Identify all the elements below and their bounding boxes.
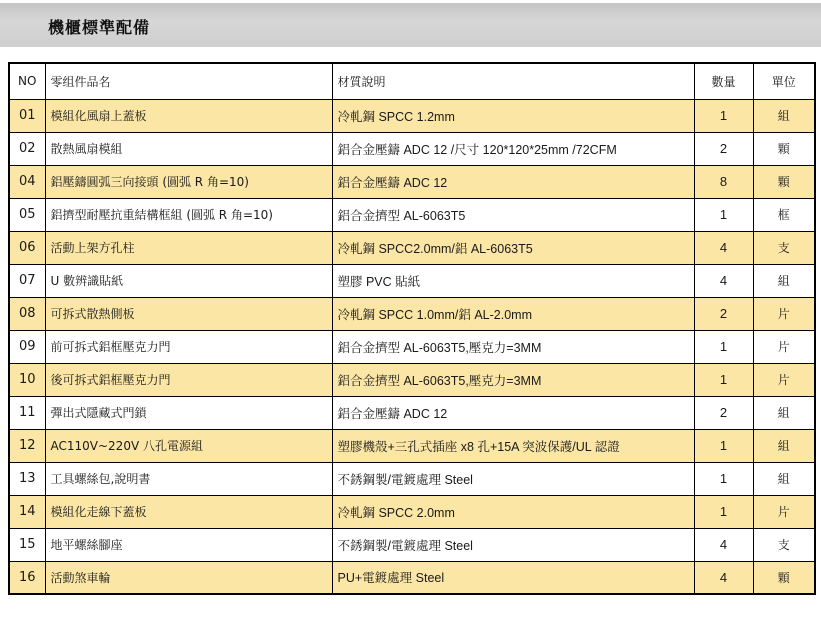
cell-no: 15 bbox=[9, 528, 45, 561]
cell-no: 05 bbox=[9, 198, 45, 231]
cell-no: 12 bbox=[9, 429, 45, 462]
header-unit: 單位 bbox=[753, 63, 815, 99]
table-row bbox=[9, 363, 815, 396]
cell-unit: 片 bbox=[753, 297, 815, 330]
cell-part: 活動上架方孔柱 bbox=[45, 231, 332, 264]
cell-part: 後可拆式鋁框壓克力門 bbox=[45, 363, 332, 396]
cell-material: PU+電鍍處理 Steel bbox=[332, 561, 694, 594]
cell-qty: 2 bbox=[694, 132, 753, 165]
cell-unit: 片 bbox=[753, 495, 815, 528]
cell-part: 可拆式散熱側板 bbox=[45, 297, 332, 330]
cell-material: 鋁合金擠型 AL-6063T5,壓克力=3MM bbox=[332, 363, 694, 396]
cell-material: 冷軋鋼 SPCC 2.0mm bbox=[332, 495, 694, 528]
cell-no: 16 bbox=[9, 561, 45, 594]
cell-no: 13 bbox=[9, 462, 45, 495]
cell-qty: 1 bbox=[694, 462, 753, 495]
cell-part: 工具螺絲包,說明書 bbox=[45, 462, 332, 495]
cell-unit: 組 bbox=[753, 396, 815, 429]
table-row bbox=[9, 132, 815, 165]
cell-unit: 支 bbox=[753, 231, 815, 264]
table-row bbox=[9, 462, 815, 495]
table-row bbox=[9, 231, 815, 264]
cell-unit: 片 bbox=[753, 363, 815, 396]
cell-no: 09 bbox=[9, 330, 45, 363]
cell-unit: 顆 bbox=[753, 561, 815, 594]
table-row bbox=[9, 264, 815, 297]
cell-material: 鋁合金擠型 AL-6063T5 bbox=[332, 198, 694, 231]
cell-unit: 組 bbox=[753, 429, 815, 462]
cell-qty: 1 bbox=[694, 330, 753, 363]
cell-unit: 組 bbox=[753, 264, 815, 297]
table-row bbox=[9, 495, 815, 528]
cell-qty: 4 bbox=[694, 528, 753, 561]
cell-unit: 組 bbox=[753, 462, 815, 495]
cell-part: AC110V~220V 八孔電源組 bbox=[45, 429, 332, 462]
cell-part: 彈出式隱藏式門鎖 bbox=[45, 396, 332, 429]
page-title: 機櫃標準配備 bbox=[48, 18, 151, 37]
cell-part: 模組化走線下蓋板 bbox=[45, 495, 332, 528]
table-row bbox=[9, 99, 815, 132]
cell-material: 不銹鋼製/電鍍處理 Steel bbox=[332, 462, 694, 495]
cell-material: 不銹鋼製/電鍍處理 Steel bbox=[332, 528, 694, 561]
cell-unit: 顆 bbox=[753, 165, 815, 198]
title-bar bbox=[0, 3, 821, 47]
table-row bbox=[9, 429, 815, 462]
cell-no: 08 bbox=[9, 297, 45, 330]
header-part: 零组件品名 bbox=[45, 63, 332, 99]
table-row bbox=[9, 561, 815, 594]
cell-material: 冷軋鋼 SPCC 1.2mm bbox=[332, 99, 694, 132]
table-row bbox=[9, 165, 815, 198]
cell-part: U 數辨識貼紙 bbox=[45, 264, 332, 297]
header-qty: 數量 bbox=[694, 63, 753, 99]
cell-material: 塑膠 PVC 貼紙 bbox=[332, 264, 694, 297]
table-row bbox=[9, 330, 815, 363]
spec-table bbox=[8, 62, 816, 595]
cell-material: 冷軋鋼 SPCC 1.0mm/鋁 AL-2.0mm bbox=[332, 297, 694, 330]
cell-qty: 4 bbox=[694, 561, 753, 594]
cell-no: 06 bbox=[9, 231, 45, 264]
cell-part: 鋁壓鑄圓弧三向接頭 (圓弧 R 角=10) bbox=[45, 165, 332, 198]
cell-material: 鋁合金壓鑄 ADC 12 bbox=[332, 165, 694, 198]
cell-no: 04 bbox=[9, 165, 45, 198]
table-row bbox=[9, 396, 815, 429]
cell-part: 模組化風扇上蓋板 bbox=[45, 99, 332, 132]
cell-no: 10 bbox=[9, 363, 45, 396]
cell-part: 前可拆式鋁框壓克力門 bbox=[45, 330, 332, 363]
table-header-row bbox=[9, 63, 815, 99]
header-material: 材質說明 bbox=[332, 63, 694, 99]
table-row bbox=[9, 297, 815, 330]
cell-material: 鋁合金擠型 AL-6063T5,壓克力=3MM bbox=[332, 330, 694, 363]
cell-qty: 1 bbox=[694, 198, 753, 231]
cell-material: 塑膠機殼+三孔式插座 x8 孔+15A 突波保護/UL 認證 bbox=[332, 429, 694, 462]
cell-no: 07 bbox=[9, 264, 45, 297]
cell-no: 14 bbox=[9, 495, 45, 528]
header-no: NO bbox=[9, 63, 45, 99]
table-row bbox=[9, 198, 815, 231]
cell-unit: 框 bbox=[753, 198, 815, 231]
cell-material: 鋁合金壓鑄 ADC 12 bbox=[332, 396, 694, 429]
cell-material: 鋁合金壓鑄 ADC 12 /尺寸 120*120*25mm /72CFM bbox=[332, 132, 694, 165]
cell-qty: 1 bbox=[694, 429, 753, 462]
cell-no: 02 bbox=[9, 132, 45, 165]
cell-qty: 2 bbox=[694, 297, 753, 330]
cell-part: 活動煞車輪 bbox=[45, 561, 332, 594]
cell-material: 冷軋鋼 SPCC2.0mm/鋁 AL-6063T5 bbox=[332, 231, 694, 264]
cell-qty: 1 bbox=[694, 99, 753, 132]
table-row bbox=[9, 528, 815, 561]
cell-qty: 8 bbox=[694, 165, 753, 198]
cell-qty: 2 bbox=[694, 396, 753, 429]
cell-qty: 4 bbox=[694, 231, 753, 264]
cell-unit: 顆 bbox=[753, 132, 815, 165]
cell-unit: 組 bbox=[753, 99, 815, 132]
cell-qty: 1 bbox=[694, 495, 753, 528]
cell-unit: 片 bbox=[753, 330, 815, 363]
cell-part: 散熱風扇模組 bbox=[45, 132, 332, 165]
cell-no: 11 bbox=[9, 396, 45, 429]
cell-part: 地平螺絲腳座 bbox=[45, 528, 332, 561]
cell-no: 01 bbox=[9, 99, 45, 132]
cell-qty: 4 bbox=[694, 264, 753, 297]
cell-unit: 支 bbox=[753, 528, 815, 561]
cell-qty: 1 bbox=[694, 363, 753, 396]
cell-part: 鋁擠型耐壓抗重結構框組 (圓弧 R 角=10) bbox=[45, 198, 332, 231]
